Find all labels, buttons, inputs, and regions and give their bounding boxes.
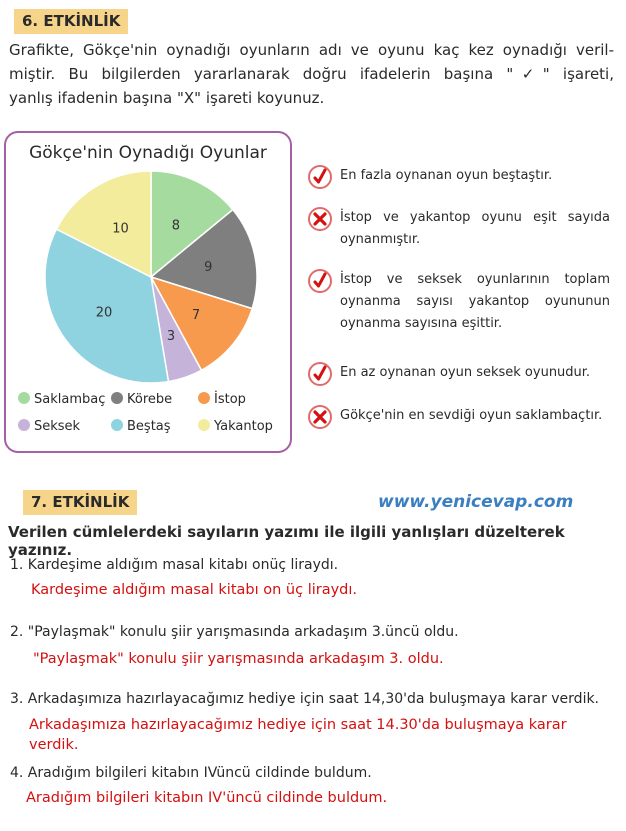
legend-swatch	[198, 419, 210, 431]
statement-line: Gökçe'nin en sevdiği oyun saklambaçtır.	[340, 408, 603, 423]
legend-label: Körebe	[127, 392, 173, 407]
statement-3	[308, 269, 610, 335]
instruction-line: Grafikte, Gökçe'nin oynadığı oyunların adı ve oyunu kaç kez oynadığı veril-	[9, 41, 614, 59]
question-3: 3. Arkadaşımıza hazırlayacağımız hediye için saat 14,30'da buluşmaya karar verdik.	[10, 691, 600, 707]
statement-line: En fazla oynanan oyun beştaştır.	[340, 168, 553, 183]
check-mark-icon	[308, 269, 332, 293]
legend-swatch	[111, 392, 123, 404]
chart-title: Gökçe'nin Oynadığı Oyunlar	[29, 143, 267, 163]
cross-mark-icon	[308, 405, 332, 429]
legend-item	[111, 419, 171, 434]
question-1: 1. Kardeşime aldığım masal kitabı onüç liraydı.	[10, 557, 339, 573]
pie-chart-panel	[4, 131, 292, 453]
statement-2	[308, 207, 610, 251]
legend-label: İstop	[214, 392, 246, 407]
legend-swatch	[18, 392, 30, 404]
instruction-line: miştir. Bu bilgilerden yararlanarak doğru ifadelerin başına "✓" işareti,	[9, 65, 614, 83]
legend-item	[111, 392, 172, 407]
legend-swatch	[198, 392, 210, 404]
check-mark-icon	[308, 165, 332, 189]
legend-item	[198, 392, 246, 407]
legend-item	[198, 419, 273, 434]
pie-slice-label-0: 8	[171, 218, 181, 234]
statement-line: En az oynanan oyun seksek oyunudur.	[340, 365, 591, 380]
statement-1	[308, 165, 610, 187]
legend-label: Yakantop	[214, 419, 273, 434]
statement-4	[308, 362, 610, 384]
section-6-instructions	[9, 38, 614, 110]
answer-2: "Paylaşmak" konulu şiir yarışmasında arkadaşım 3. oldu.	[33, 651, 444, 667]
instruction-line: yanlış ifadenin başına "X" işareti koyunuz.	[9, 89, 325, 107]
legend-item	[18, 392, 105, 407]
pie-slice-label-3: 3	[166, 329, 176, 345]
legend-label: Beştaş	[127, 419, 171, 434]
section-6-header: 6. ETKİNLİK	[14, 9, 128, 34]
cross-mark-icon	[308, 207, 332, 231]
check-mark-icon	[308, 362, 332, 386]
statement-line: oynanma sayısı yakantop oyununun	[340, 294, 610, 309]
website-watermark: www.yenicevap.com	[378, 492, 574, 512]
statement-line: İstop ve seksek oyunlarının toplam	[340, 272, 610, 287]
statement-line: oynanma sayısına eşittir.	[340, 316, 503, 331]
statement-5	[308, 405, 610, 427]
legend-label: Saklambaç	[34, 392, 106, 407]
pie-slice-label-5: 10	[112, 221, 129, 237]
question-2: 2. "Paylaşmak" konulu şiir yarışmasında arkadaşım 3.üncü oldu.	[10, 624, 459, 640]
section-7-task: Verilen cümlelerdeki sayıların yazımı ile ilgili yanlışları düzelterek yazınız.	[8, 523, 565, 559]
section-7-header: 7. ETKİNLİK	[23, 490, 137, 515]
answer-3: Arkadaşımıza hazırlayacağımız hediye için saat 14.30'da buluşmaya karar verdik.	[29, 717, 567, 753]
legend-label: Seksek	[34, 419, 81, 434]
answer-1: Kardeşime aldığım masal kitabı on üç liraydı.	[31, 582, 358, 598]
legend-swatch	[111, 419, 123, 431]
statement-line: oynanmıştır.	[340, 232, 421, 247]
pie-slice-label-2: 7	[191, 308, 201, 324]
answer-4: Aradığım bilgileri kitabın IV'üncü cildinde buldum.	[26, 790, 388, 806]
pie-slice-label-1: 9	[204, 259, 213, 275]
statement-line: İstop ve yakantop oyunu eşit sayıda	[340, 210, 610, 225]
legend-item	[18, 419, 80, 434]
legend-swatch	[18, 419, 30, 431]
pie-slice-label-4: 20	[95, 305, 113, 321]
question-4: 4. Aradığım bilgileri kitabın IVüncü cildinde buldum.	[10, 765, 372, 781]
chart-legend	[18, 392, 288, 442]
pie-chart	[6, 163, 290, 403]
